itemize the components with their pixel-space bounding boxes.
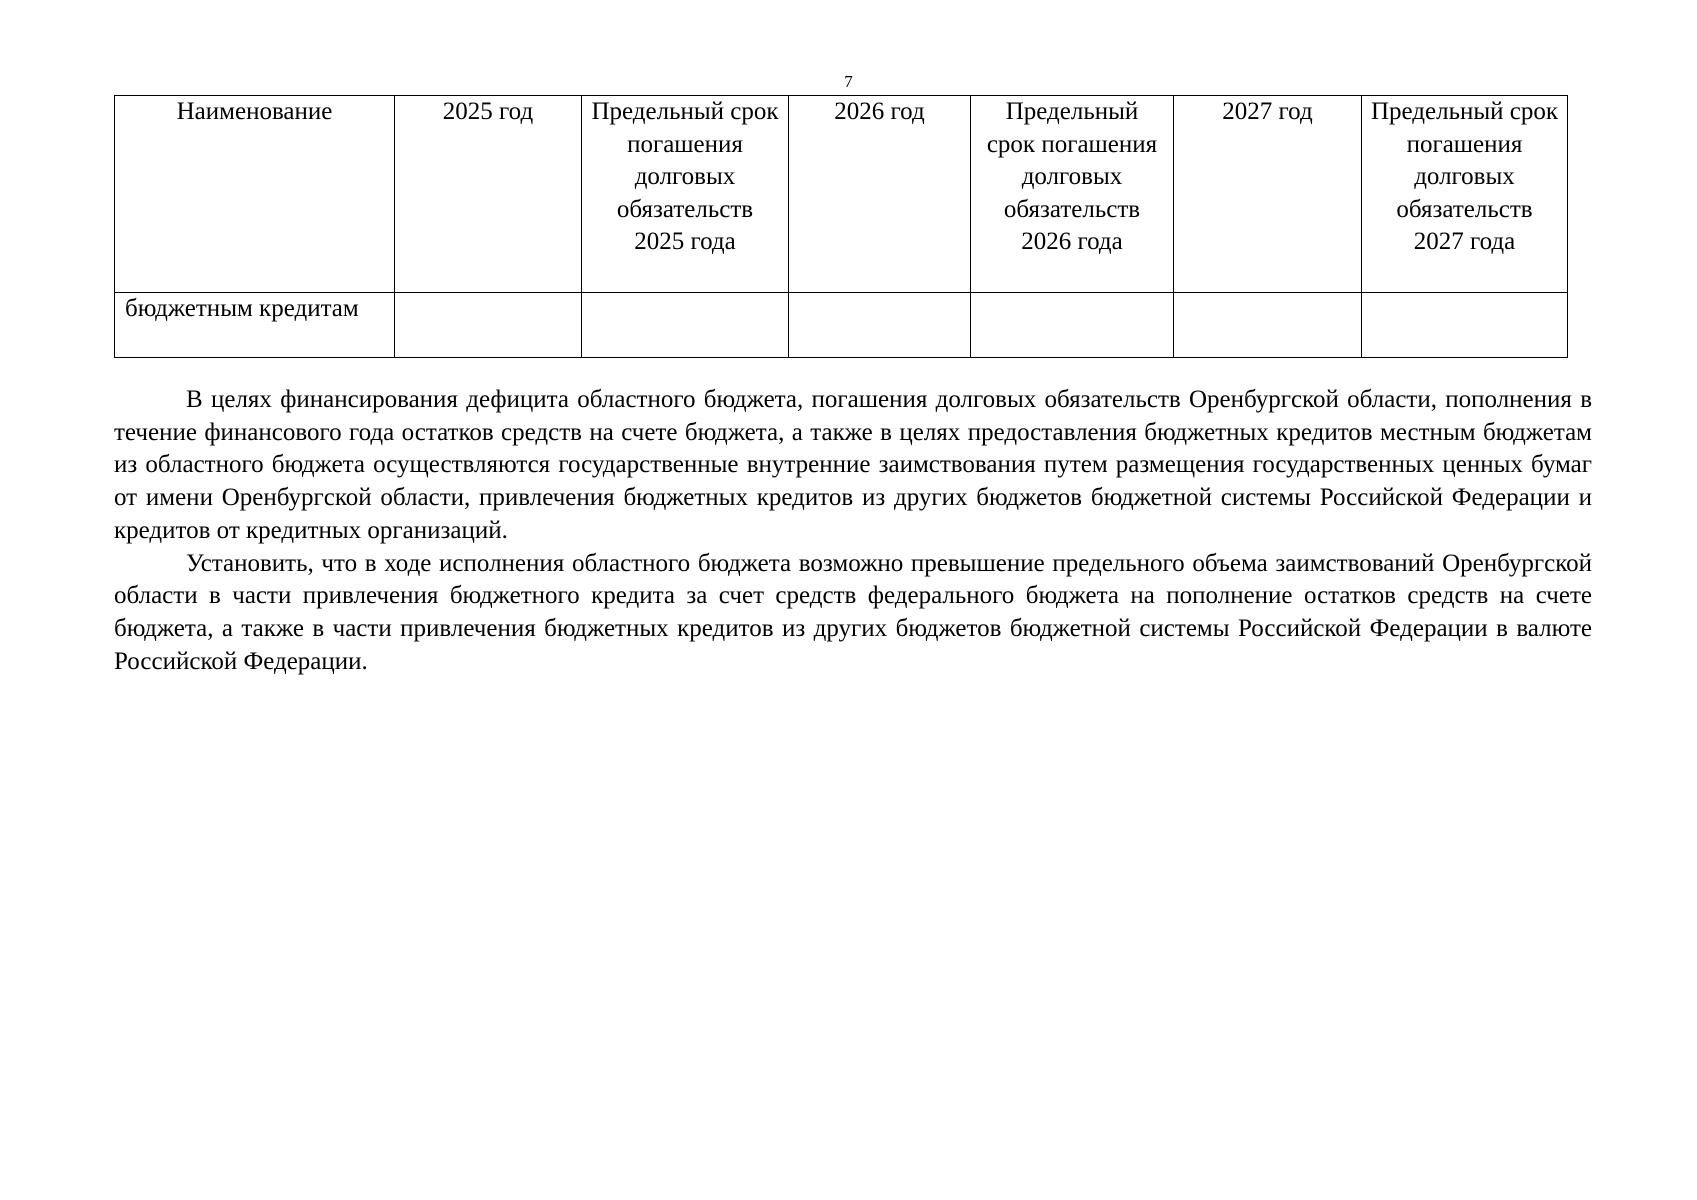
page-number: 7 [844,72,853,91]
header-term-2026: Предельный срок погашения долговых обязательств 2026 года [971,96,1174,293]
borrowing-table [114,95,1568,358]
table-row [115,293,1568,358]
header-2026: 2026 год [789,96,971,293]
body-text [114,384,1592,678]
header-2027: 2027 год [1174,96,1362,293]
header-term-2027: Предельный срок погашения долговых обязательств 2027 года [1362,96,1568,293]
cell-term-2027 [1362,293,1568,358]
paragraph-financing: В целях финансирования дефицита областного бюджета, погашения долговых обязательств Оренбургской области, пополнения в течение финансового года остатков средств на счете бюджета, а также в целях предоставления бюджетных кредитов местным бюджетам из областного бюджета осуществляются государственные внутренние заимствования путем размещения государственных ценных бумаг от имени Оренбургской области, привлечения бюджетных кредитов из других бюджетов бюджетной системы Российской Федерации и кредитов от кредитных организаций. [114,386,1592,544]
cell-2025 [395,293,582,358]
paragraph-limit-excess: Установить, что в ходе исполнения областного бюджета возможно превышение предельного объема заимствований Оренбургской области в части привлечения бюджетного кредита за счет средств федерального бюджета на пополнение остатков средств на счете бюджета, а также в части привлечения бюджетных кредитов из других бюджетов бюджетной системы Российской Федерации в валюте Российской Федерации. [114,549,1592,675]
cell-term-2026 [971,293,1174,358]
header-2025: 2025 год [395,96,582,293]
cell-2026 [789,293,971,358]
header-name: Наименование [115,96,395,293]
cell-2027 [1174,293,1362,358]
row-name-cell: бюджетным кредитам [115,293,395,358]
cell-term-2025 [582,293,789,358]
header-term-2025: Предельный срок погашения долговых обязательств 2025 года [582,96,789,293]
table-header-row [115,96,1568,293]
